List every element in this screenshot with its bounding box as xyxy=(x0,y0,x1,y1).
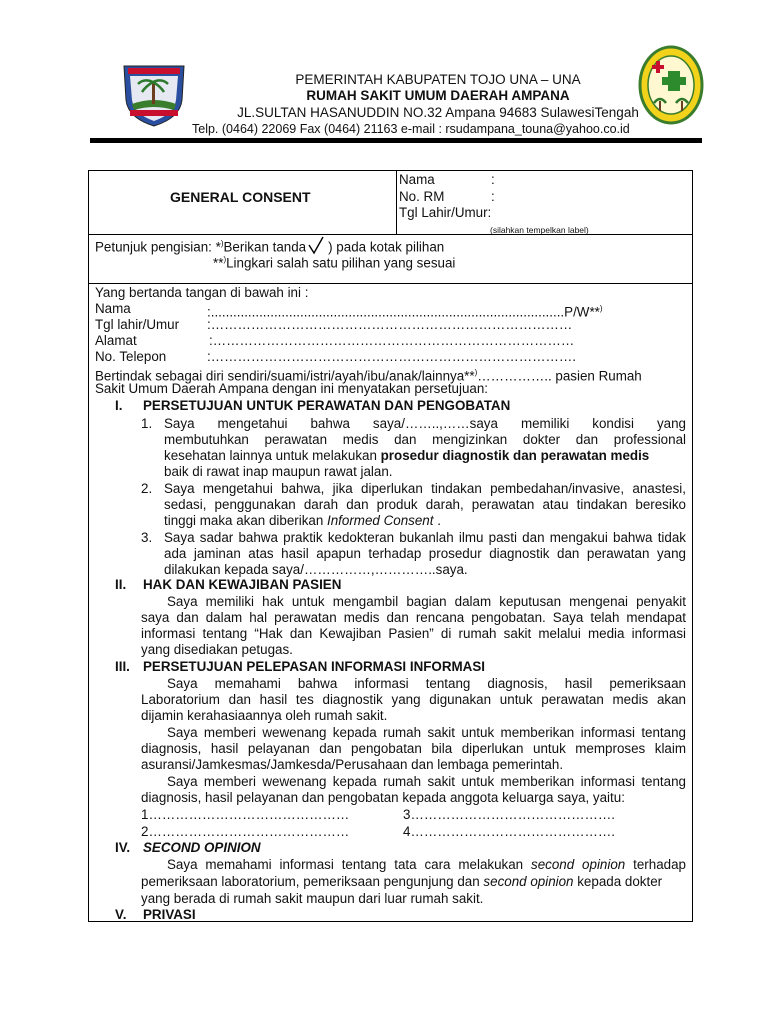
s4-line-1: Saya memahami informasi tentang tata cara melakukan second opinion terhadap xyxy=(167,857,686,872)
s1-item-2-line-1: Saya mengetahui bahwa, jika diperlukan tindakan pembedahan/invasive, anastesi, xyxy=(164,481,686,496)
form-title: GENERAL CONSENT xyxy=(170,189,311,205)
field-phone-label: No. Telepon xyxy=(95,349,167,364)
family-member-4-field[interactable]: 4………………………………………. xyxy=(403,824,616,839)
s1-item-3-number: 3. xyxy=(141,530,153,545)
s3-p1-line-3: dijamin kerahasiaannya oleh rumah sakit. xyxy=(141,708,388,723)
s2-line-1: Saya memiliki hak untuk mengambil bagian dalam keputusan mengenai penyakit xyxy=(167,594,686,609)
s2-line-2: saya dan dalam hal perawatan medis dan rencana pengobatan. Saya telah mendapat xyxy=(141,610,686,625)
birthdate-label: Tgl Lahir/Umur: xyxy=(399,205,492,220)
instruction-circle: **)Lingkari salah satu pilihan yang sesuai xyxy=(213,255,456,271)
section-5-number: V. xyxy=(115,907,127,922)
s3-p2-line-2: diagnosis, hasil pelayanan dan pengobatan bila diperlukan untuk memproses klaim xyxy=(141,741,686,756)
s1-item-1-line-3: kesehatan lainnya untuk melakukan prosedur diagnostik dan perawatan medis xyxy=(164,448,650,463)
field-name-input[interactable]: :...............................................................................................P/W**) xyxy=(207,304,603,320)
section-1-title: PERSETUJUAN UNTUK PERAWATAN DAN PENGOBATAN xyxy=(143,398,511,413)
instruction-check: Petunjuk pengisian: *)Berikan tanda ) pada kotak pilihan xyxy=(95,239,445,255)
patient-name-colon: : xyxy=(491,172,495,187)
s4-line-2: pemeriksaan laboratorium, pemeriksaan pengunjung dan second opinion kepada dokter xyxy=(141,874,663,889)
s1-item-1-line-1: Saya mengetahui bahwa saya/……..,……saya memiliki kondisi yang xyxy=(164,416,686,431)
s1-item-2-line-2: sedasi, penggunakan darah dan produk darah, perawatan atau tindakan beresiko xyxy=(164,497,686,512)
letterhead-hospital-name: RUMAH SAKIT UMUM DAERAH AMPANA xyxy=(306,88,570,103)
letterhead-government: PEMERINTAH KABUPATEN TOJO UNA – UNA xyxy=(295,72,581,87)
letterhead-contact: Telp. (0464) 22069 Fax (0464) 21163 e-mail : rsudampana_touna@yahoo.co.id xyxy=(192,122,630,136)
field-birthdate-input[interactable]: :……………………………………………………………………… xyxy=(207,317,573,332)
s1-item-1-line-4: baik di rawat inap maupun rawat jalan. xyxy=(164,464,393,479)
section-3-number: III. xyxy=(115,659,130,674)
acting-as-line: Bertindak sebagai diri sendiri/suami/istri/ayah/ibu/anak/lainnya**)…………….. pasien Rumah xyxy=(95,368,642,384)
s2-line-4: yang disediakan petugas. xyxy=(141,642,293,657)
s4-line-3: yang berada di rumah sakit maupun dari luar rumah sakit. xyxy=(141,891,484,906)
s3-p3-line-2: diagnosis, hasil pelayanan dan pengobatan kepada anggota keluarga saya, yaitu: xyxy=(141,790,625,805)
header-divider xyxy=(396,171,397,235)
consent-form xyxy=(88,170,693,922)
acting-as-line-2: Sakit Umum Daerah Ampana dengan ini menyatakan persetujuan: xyxy=(95,381,489,396)
patient-name-label: Nama xyxy=(399,172,435,187)
s2-line-3: informasi tentang “Hak dan Kewajiban Pasien” di rumah sakit melalui media informasi xyxy=(141,626,686,641)
section-5-title: PRIVASI xyxy=(143,907,196,922)
medical-record-label: No. RM xyxy=(399,189,445,204)
s3-p1-line-1: Saya memahami bahwa informasi tentang diagnosis, hasil pemeriksaan xyxy=(167,676,686,691)
s3-p3-line-1: Saya memberi wewenang kepada rumah sakit untuk memberikan informasi tentang xyxy=(167,774,686,789)
regency-emblem-icon xyxy=(120,60,188,128)
section-4-title: SECOND OPINION xyxy=(143,840,261,855)
section-2-title: HAK DAN KEWAJIBAN PASIEN xyxy=(143,577,342,592)
intro-text: Yang bertanda tangan di bawah ini : xyxy=(95,285,309,300)
s1-item-2-line-3: tinggi maka akan diberikan Informed Consent . xyxy=(164,513,441,528)
label-hint: (silahkan tempelkan label) xyxy=(490,225,589,235)
field-address-label: Alamat xyxy=(95,333,137,348)
family-member-1-field[interactable]: 1……………………………………… xyxy=(141,807,350,822)
s3-p2-line-3: asuransi/Jamkesmas/Jamkesda/Perusahaan dan lembaga pemerintah. xyxy=(141,757,564,772)
s1-item-1-line-2: membutuhkan perawatan medis dan mengizinkan dokter dan professional xyxy=(164,432,686,447)
s1-item-1-number: 1. xyxy=(141,416,153,431)
s3-p1-line-2: Laboratorium dan hasil tes diagnostik yang digunakan untuk perawatan medis akan xyxy=(141,692,686,707)
field-name-label: Nama xyxy=(95,301,131,316)
section-4-number: IV. xyxy=(115,840,131,855)
family-member-3-field[interactable]: 3………………………………………. xyxy=(403,807,616,822)
section-2-number: II. xyxy=(115,577,127,592)
field-phone-input[interactable]: :………………………………………………………………………. xyxy=(207,349,576,364)
s1-item-2-number: 2. xyxy=(141,481,153,496)
s1-item-3-line-2: ada jaminan atas hasil apapun terhadap prosedur diagnostik dan perawatan yang xyxy=(164,546,686,561)
field-birthdate-label: Tgl lahir/Umur xyxy=(95,317,180,332)
s1-item-3-line-1: Saya sadar bahwa praktik kedokteran bukanlah ilmu pasti dan mengakui bahwa tidak xyxy=(164,530,686,545)
section-1-number: I. xyxy=(115,398,123,413)
section-3-title: PERSETUJUAN PELEPASAN INFORMASI INFORMASI xyxy=(143,659,485,674)
family-member-2-field[interactable]: 2……………………………………… xyxy=(141,824,350,839)
letterhead-divider xyxy=(90,138,702,143)
letterhead-address: JL.SULTAN HASANUDDIN NO.32 Ampana 94683 SulawesiTengah xyxy=(237,105,639,120)
field-address-input[interactable]: :……………………………………………………………………… xyxy=(209,333,575,348)
s3-p2-line-1: Saya memberi wewenang kepada rumah sakit untuk memberikan informasi tentang xyxy=(167,725,686,740)
s1-item-3-line-3: dilakukan kepada saya/……………,…………..saya. xyxy=(164,562,468,577)
medical-record-colon: : xyxy=(491,189,495,204)
